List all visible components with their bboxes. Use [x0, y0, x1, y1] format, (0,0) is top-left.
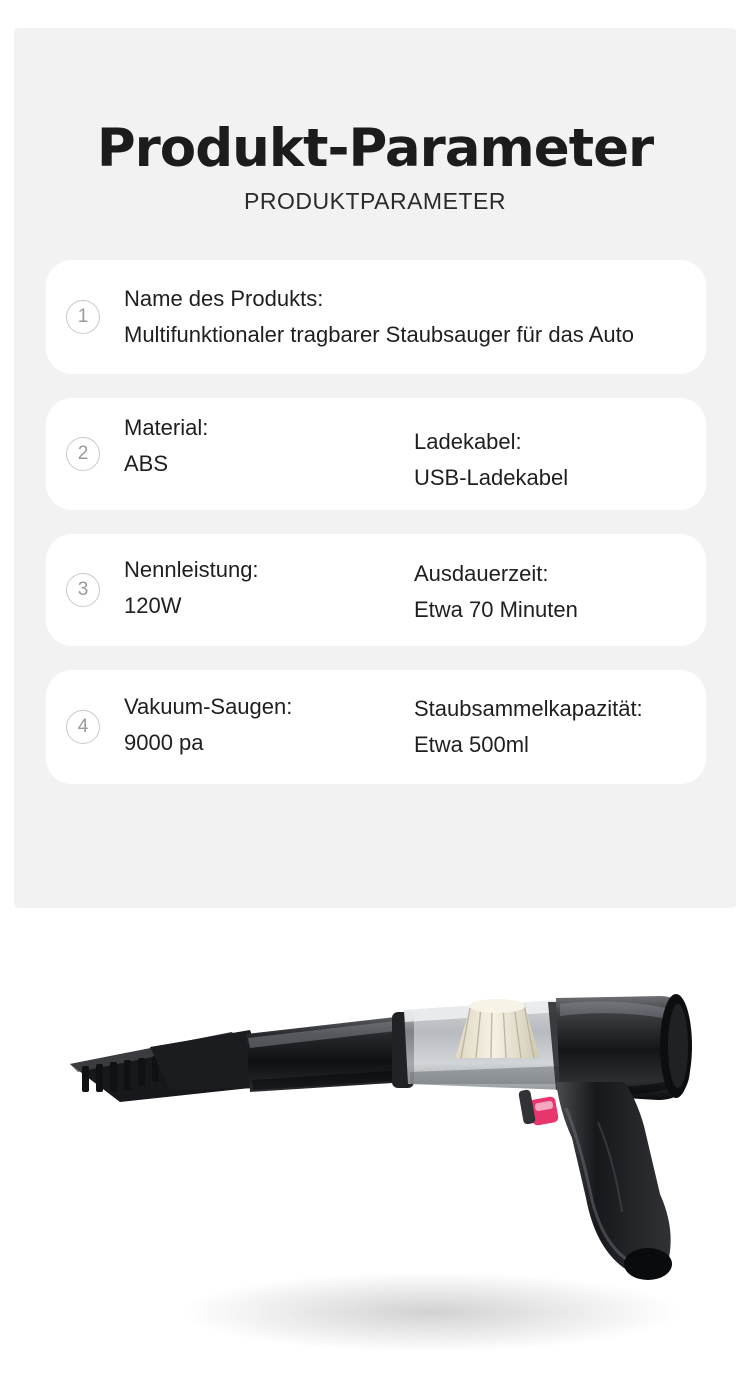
spec-cell-right: [414, 691, 704, 763]
row-number-badge: 4: [66, 710, 100, 744]
spec-label: Staubsammelkapazität:: [414, 696, 643, 721]
table-row: [46, 260, 706, 374]
spec-cell-right: [414, 424, 704, 496]
spec-label: Material:: [124, 415, 209, 440]
spec-label: Nennleistung:: [124, 557, 259, 582]
spec-value: USB-Ladekabel: [414, 465, 569, 490]
spec-value: 120W: [124, 593, 182, 618]
spec-value: ABS: [124, 451, 169, 476]
page-title: Produkt-Parameter: [96, 117, 654, 179]
row-number-badge: 1: [66, 300, 100, 334]
spec-cell-left: [124, 552, 414, 624]
table-row: [46, 534, 706, 646]
spec-value: Etwa 500ml: [414, 732, 529, 757]
spec-cell-left: [124, 281, 704, 353]
spec-cell-left: [124, 410, 414, 482]
table-row: [46, 398, 706, 510]
spec-label: Vakuum-Saugen:: [124, 694, 293, 719]
row-number-badge: 3: [66, 573, 100, 607]
specification-panel: [14, 28, 736, 908]
vacuum-illustration: [0, 912, 750, 1383]
spec-value: 9000 pa: [124, 730, 204, 755]
spec-label: Ladekabel:: [414, 429, 522, 454]
row-number-badge: 2: [66, 437, 100, 471]
spec-label: Name des Produkts:: [124, 286, 324, 311]
spec-label: Ausdauerzeit:: [414, 561, 549, 586]
spec-cell-left: [124, 689, 414, 761]
dust-cup: [404, 999, 572, 1090]
table-row: [46, 670, 706, 784]
page-subtitle: PRODUKTPARAMETER: [244, 188, 506, 214]
spec-value: Etwa 70 Minuten: [414, 597, 578, 622]
product-image-section: [0, 912, 750, 1383]
spec-value: Multifunktionaler tragbarer Staubsauger für das Auto: [124, 322, 634, 347]
handheld-car-vacuum-cleaner-photo: [0, 912, 750, 1383]
spec-row-list: [46, 260, 706, 808]
spec-cell-right: [414, 556, 704, 628]
